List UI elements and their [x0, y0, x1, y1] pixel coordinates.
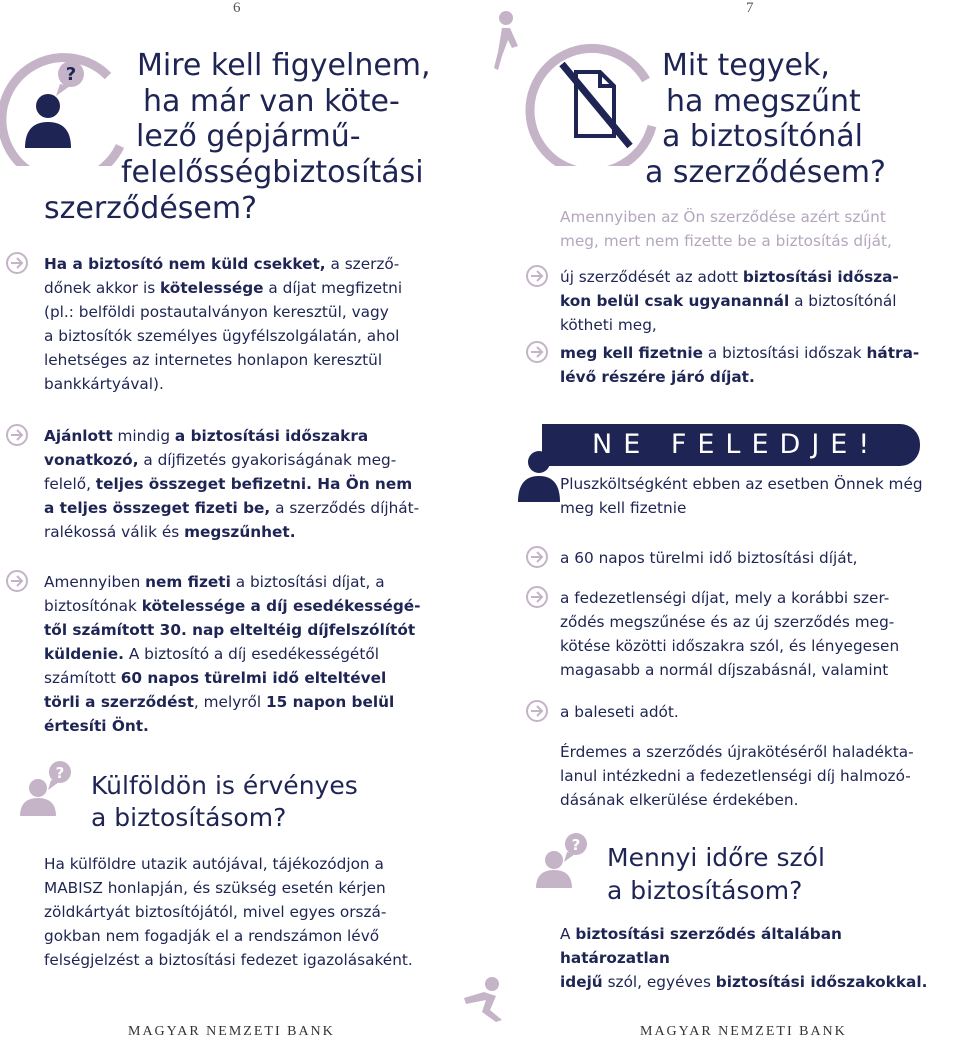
text-line: meg kell fizetnie a biztosítási időszak hátra-: [560, 344, 920, 362]
left-paragraph-2: [44, 424, 444, 544]
arrow-right-icon: [526, 265, 548, 287]
right-intro-line-2: meg, mert nem fizette be a biztosítás díját,: [560, 232, 892, 250]
right-title-line-1: Mit tegyek,: [662, 48, 830, 83]
arrow-right-icon: [526, 546, 548, 568]
text-line: Ajánlott mindig a biztosítási időszakra: [44, 427, 369, 445]
text-line: dőnek akkor is kötelessége a díjat megfizetni: [44, 279, 403, 297]
text-line: felségjelzést a biztosítási fedezet igazolásaként.: [44, 951, 413, 969]
text-line: felelő, teljes összeget befizetni. Ha Ön nem: [44, 475, 413, 493]
right-title-line-4: a szerződésem?: [645, 155, 886, 190]
text-line: Amennyiben nem fizeti a biztosítási díjat, a: [44, 573, 385, 591]
arrow-right-icon: [526, 586, 548, 608]
text-line: től számított 30. nap elteltéig díjfelszólítót: [44, 621, 416, 639]
right-title-line-2: ha megszűnt: [666, 84, 861, 119]
note-line-2: meg kell fizetnie: [560, 499, 687, 517]
right-question-line-1: Mennyi időre szól: [607, 843, 825, 872]
text-line: a teljes összeget fizeti be, a szerződés díjhát-: [44, 499, 420, 517]
svg-text:?: ?: [65, 64, 77, 85]
left-paragraph-1: [44, 252, 444, 396]
left-question-line-1: Külföldön is érvényes: [91, 771, 358, 800]
text-line: új szerződését az adott biztosítási idősza-: [560, 268, 899, 286]
footer-right: MAGYAR NEMZETI BANK: [640, 1024, 847, 1039]
right-answer: [560, 922, 950, 994]
text-line: A biztosítási szerződés általában határozatlan: [560, 925, 842, 967]
list-item-2-line-2: ződés megszűnése és az új szerződés meg-: [560, 613, 895, 631]
text-line: törli a szerződést, melyről 15 napon belül: [44, 693, 395, 711]
text-line: MABISZ honlapján, és szükség esetén kérjen: [44, 879, 386, 897]
text-line: gokban nem fogadják el a rendszámon lévő: [44, 927, 380, 945]
text-line: Ha a biztosító nem küld csekket, a szerző-: [44, 255, 400, 273]
list-item-1: a 60 napos türelmi idő biztosítási díját,: [560, 549, 858, 567]
text-line: kötheti meg,: [560, 316, 657, 334]
text-line: idejű szól, egyéves biztosítási időszakokkal.: [560, 973, 928, 991]
text-line: kon belül csak ugyanannál a biztosítónál: [560, 292, 897, 310]
note-line-1: Pluszköltségként ebben az esetben Önnek még: [560, 475, 923, 493]
list-item-2-line-3: kötése közötti időszakra szól, és lényegesen: [560, 637, 900, 655]
arrow-right-icon: [6, 424, 28, 446]
page-number-left: 6: [233, 0, 241, 16]
crossed-document-icon: [524, 36, 664, 166]
arrow-right-icon: [526, 341, 548, 363]
question-person-icon: [14, 758, 84, 818]
text-line: vonatkozó, a díjfizetés gyakoriságának meg-: [44, 451, 397, 469]
right-question-line-2: a biztosításom?: [607, 876, 803, 905]
left-title-line-2: ha már van köte-: [143, 84, 400, 119]
right-intro-line-1: Amennyiben az Ön szerződése azért szűnt: [560, 208, 886, 226]
advice-line-3: dásának elkerülése érdekében.: [560, 791, 799, 809]
running-person-icon: [462, 976, 512, 1022]
left-paragraph-4: [44, 852, 454, 972]
list-item-2-line-4: magasabb a normál díjszabásnál, valamint: [560, 661, 889, 679]
footer-left: MAGYAR NEMZETI BANK: [128, 1024, 335, 1039]
right-title-line-3: a biztosítónál: [662, 119, 863, 154]
text-line: bankkártyával).: [44, 375, 164, 393]
question-person-icon: [0, 36, 140, 166]
text-line: küldenie. A biztosító a díj esedékességétől: [44, 645, 379, 663]
list-item-2-line-1: a fedezetlenségi díjat, mely a korábbi szer-: [560, 589, 890, 607]
svg-text:?: ?: [55, 764, 65, 782]
question-person-icon: [530, 830, 600, 890]
arrow-right-icon: [6, 252, 28, 274]
left-title-line-4: felelősségbiztosítási: [121, 155, 424, 190]
list-item-3: a baleseti adót.: [560, 703, 679, 721]
page-number-right: 7: [746, 0, 754, 16]
arrow-right-icon: [6, 570, 28, 592]
advice-line-1: Érdemes a szerződés újrakötéséről haladékta-: [560, 743, 914, 761]
right-bullet-2: [560, 341, 940, 389]
text-line: Ha külföldre utazik autójával, tájékozódjon a: [44, 855, 384, 873]
text-line: lévő részére járó díjat.: [560, 368, 755, 386]
left-question-line-2: a biztosításom?: [91, 803, 287, 832]
text-line: (pl.: belföldi postautalványon keresztül, vagy: [44, 303, 389, 321]
left-title-line-3: lező gépjármű-: [136, 119, 361, 154]
text-line: lehetséges az internetes honlapon keresztül: [44, 351, 383, 369]
svg-text:?: ?: [571, 836, 581, 854]
arrow-right-icon: [526, 700, 548, 722]
running-person-icon: [488, 10, 524, 80]
text-line: biztosítónak kötelessége a díj esedékességé-: [44, 597, 421, 615]
text-line: zöldkártyát biztosítójától, mivel egyes orszá-: [44, 903, 387, 921]
text-line: ralékossá válik és megszűnhet.: [44, 523, 296, 541]
text-line: a biztosítók személyes ügyfélszolgálatán, ahol: [44, 327, 400, 345]
left-paragraph-3: [44, 570, 444, 738]
text-line: értesíti Önt.: [44, 717, 149, 735]
right-bullet-1: [560, 265, 930, 337]
person-icon: [516, 422, 562, 502]
reminder-banner: NE FELEDJE!: [542, 424, 920, 466]
text-line: számított 60 napos türelmi idő elteltével: [44, 669, 387, 687]
left-title-line-1: Mire kell figyelnem,: [137, 48, 431, 83]
advice-line-2: lanul intézkedni a fedezetlenségi díj halmozó-: [560, 767, 911, 785]
left-title-line-5: szerződésem?: [44, 191, 258, 226]
